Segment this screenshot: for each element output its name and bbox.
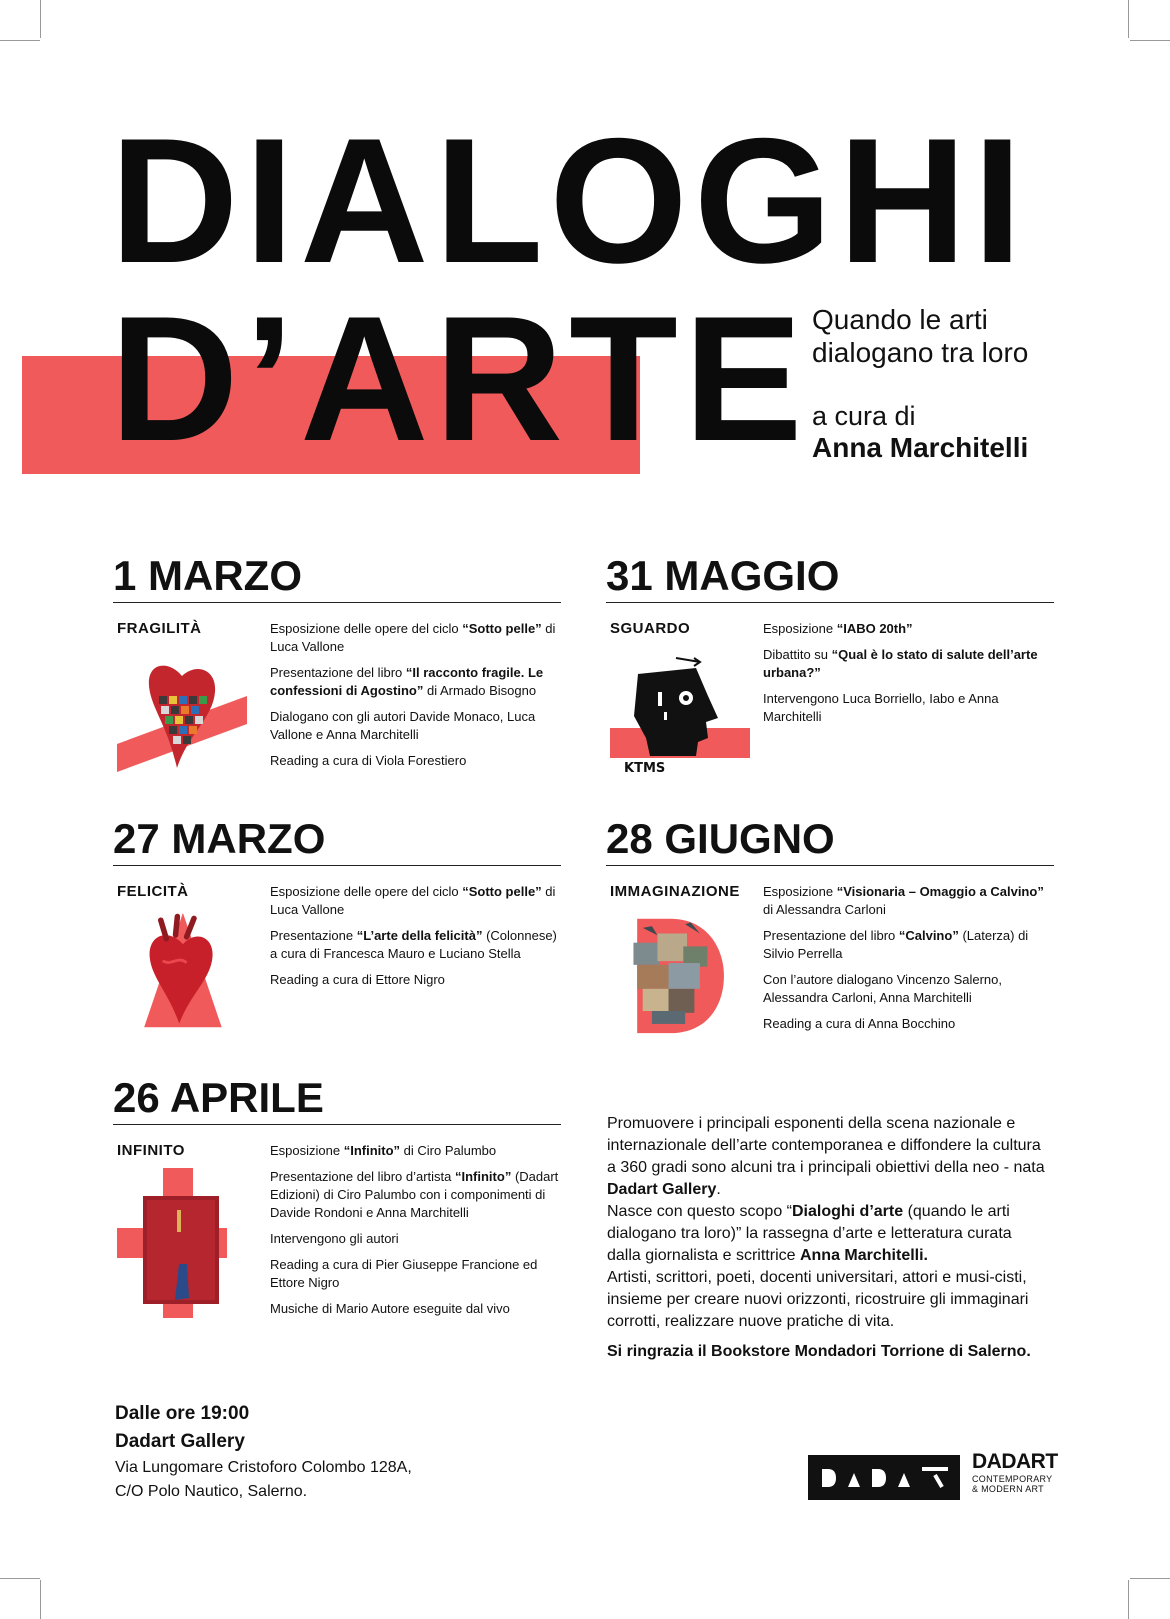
event-date: 28 GIUGNO (606, 815, 1054, 866)
event-1-marzo (113, 552, 561, 768)
promo-text-segment: (quando le arti dialogano tra loro)” la rassegna d’arte e letteratura curata dalla giornalista e scrittrice (607, 1203, 1012, 1264)
detail-text: di Ciro Palumbo (400, 1143, 497, 1158)
detail-title: “Visionaria – Omaggio a Calvino” (836, 884, 1044, 899)
detail-text: (Colonnese) a cura di Francesca Mauro e Luciano Stella (270, 928, 557, 961)
logo-tagline-1: CONTEMPORARY (972, 1474, 1053, 1484)
detail-title: “L’arte della felicità” (356, 928, 483, 943)
event-detail (270, 1168, 560, 1222)
detail-title: “Infinito” (343, 1143, 401, 1158)
detail-text: di Luca Vallone (270, 621, 556, 654)
crop-mark (40, 1580, 41, 1619)
crop-mark (1128, 0, 1129, 38)
title-line-2: D’ARTE (110, 279, 809, 478)
event-theme: FRAGILITÀ (117, 620, 202, 637)
promo-paragraph (607, 1113, 1047, 1201)
crop-mark (0, 40, 40, 41)
imaginary-city-artwork (610, 915, 740, 1035)
event-detail: Con l’autore dialogano Vincenzo Salerno, Alessandra Carloni, Anna Marchitelli (763, 972, 1002, 1005)
venue-time: Dalle ore 19:00 (115, 1403, 250, 1424)
event-27-marzo (113, 815, 561, 987)
detail-text: Esposizione (763, 621, 837, 636)
curator-name: Anna Marchitelli (812, 432, 1029, 463)
promo-paragraph (607, 1201, 1047, 1267)
promo-text-segment: . (716, 1181, 721, 1198)
detail-text: (Laterza) di Silvio Perrella (763, 928, 1029, 961)
venue-address-line-1: Via Lungomare Cristoforo Colombo 128A, (115, 1459, 412, 1476)
event-detail (270, 1142, 560, 1160)
venue-name: Dadart Gallery (115, 1431, 245, 1452)
event-28-giugno (606, 815, 1054, 1031)
event-detail: Reading a cura di Ettore Nigro (270, 972, 445, 987)
event-details (763, 883, 1053, 1041)
event-detail: Musiche di Mario Autore eseguite dal vivo (270, 1301, 510, 1316)
event-date: 31 MAGGIO (606, 552, 1054, 603)
event-detail (270, 664, 560, 700)
promo-text-segment: Nasce con questo scopo “ (607, 1203, 792, 1220)
svg-text:KTMS: KTMS (624, 761, 666, 776)
event-detail (270, 927, 560, 963)
detail-title: “Il racconto fragile. Le confessioni di Agostino” (270, 665, 544, 698)
event-26-aprile (113, 1074, 561, 1316)
event-theme: SGUARDO (610, 620, 691, 637)
crop-mark (0, 1578, 40, 1579)
detail-title: “IABO 20th” (836, 621, 913, 636)
heart-rubik-cube-artwork (117, 656, 247, 776)
event-31-maggio (606, 552, 1054, 776)
detail-text: di Alessandra Carloni (763, 902, 886, 917)
event-detail: Reading a cura di Pier Giuseppe Francione ed Ettore Nigro (270, 1257, 538, 1290)
event-detail (763, 620, 1053, 638)
detail-text: di Armado Bisogno (423, 683, 537, 698)
promo-text (607, 1113, 1047, 1363)
curator (812, 400, 1028, 464)
logo-tagline-2: & MODERN ART (972, 1484, 1044, 1494)
promo-bold: Dadart Gallery (607, 1181, 717, 1198)
detail-text: Presentazione del libro (270, 665, 406, 680)
detail-text: Esposizione delle opere del ciclo (270, 884, 463, 899)
detail-text: Presentazione del libro d’artista (270, 1169, 455, 1184)
event-detail (270, 883, 560, 919)
detail-text: Presentazione del libro (763, 928, 899, 943)
venue-info (115, 1400, 412, 1504)
promo-bold: Anna Marchitelli. (799, 1247, 928, 1264)
event-date: 1 MARZO (113, 552, 561, 603)
curator-prefix: a cura di (812, 401, 916, 431)
subtitle-line-2: dialogano tra loro (812, 337, 1029, 368)
detail-text: Esposizione (763, 884, 837, 899)
logo-name: DADART (972, 1450, 1058, 1473)
detail-text: Dibattito su (763, 647, 832, 662)
event-date: 26 APRILE (113, 1074, 561, 1125)
venue-address-line-2: C/O Polo Nautico, Salerno. (115, 1483, 308, 1500)
event-detail: Intervengono Luca Borriello, Iabo e Anna Marchitelli (763, 691, 999, 724)
promo-text-segment: Promuovere i principali esponenti della scena nazionale e internazionale dell’arte contemporanea e diffondere la cultura a 360 gradi sono alcuni tra i principali obiettivi della neo - nata (607, 1115, 1045, 1176)
dadart-logo-text (972, 1450, 1058, 1494)
event-details (270, 1142, 560, 1326)
detail-title: “Infinito” (455, 1169, 512, 1184)
subtitle (812, 303, 1028, 369)
event-detail (763, 883, 1053, 919)
detail-text: di Luca Vallone (270, 884, 556, 917)
title-line-1: DIALOGHI (110, 101, 1029, 300)
event-theme: IMMAGINAZIONE (610, 883, 740, 900)
event-theme: FELICITÀ (117, 883, 189, 900)
detail-title: “Qual è lo stato di salute dell’arte urbana?” (763, 647, 1038, 680)
street-art-face-artwork (610, 656, 750, 776)
promo-bold: Dialoghi d’arte (792, 1203, 904, 1220)
event-detail: Intervengono gli autori (270, 1231, 399, 1246)
event-details (270, 883, 560, 997)
event-detail (763, 927, 1053, 963)
event-details (763, 620, 1053, 734)
event-detail: Reading a cura di Anna Bocchino (763, 1016, 956, 1031)
detail-title: “Sotto pelle” (462, 884, 542, 899)
detail-text: (Dadart Edizioni) di Ciro Palumbo con i componimenti di Davide Rondoni e Anna Marchitelli (270, 1169, 559, 1220)
dadart-logo-mark (808, 1455, 960, 1500)
detail-title: “Calvino” (898, 928, 959, 943)
crop-mark (1128, 1580, 1129, 1619)
red-book-artwork (117, 1168, 247, 1318)
detail-title: “Sotto pelle” (462, 621, 542, 636)
crop-mark (1130, 40, 1170, 41)
crop-mark (40, 0, 41, 38)
red-heart-artwork (117, 911, 247, 1031)
event-detail (270, 620, 560, 656)
crop-mark (1130, 1578, 1170, 1579)
event-theme: INFINITO (117, 1142, 185, 1159)
detail-text: Presentazione (270, 928, 357, 943)
promo-paragraph: Artisti, scrittori, poeti, docenti universitari, attori e musi-cisti, insieme per creare nuovi orizzonti, ricostruire gli immaginari corrotti, realizzare nuove pratiche di vita. (607, 1269, 1029, 1330)
event-date: 27 MARZO (113, 815, 561, 866)
event-detail: Reading a cura di Viola Forestiero (270, 753, 467, 768)
promo-thanks: Si ringrazia il Bookstore Mondadori Torrione di Salerno. (607, 1343, 1031, 1360)
detail-text: Esposizione delle opere del ciclo (270, 621, 463, 636)
detail-text: Esposizione (270, 1143, 344, 1158)
event-detail: Dialogano con gli autori Davide Monaco, Luca Vallone e Anna Marchitelli (270, 709, 536, 742)
event-details (270, 620, 560, 778)
subtitle-line-1: Quando le arti (812, 304, 988, 335)
event-detail (763, 646, 1053, 682)
